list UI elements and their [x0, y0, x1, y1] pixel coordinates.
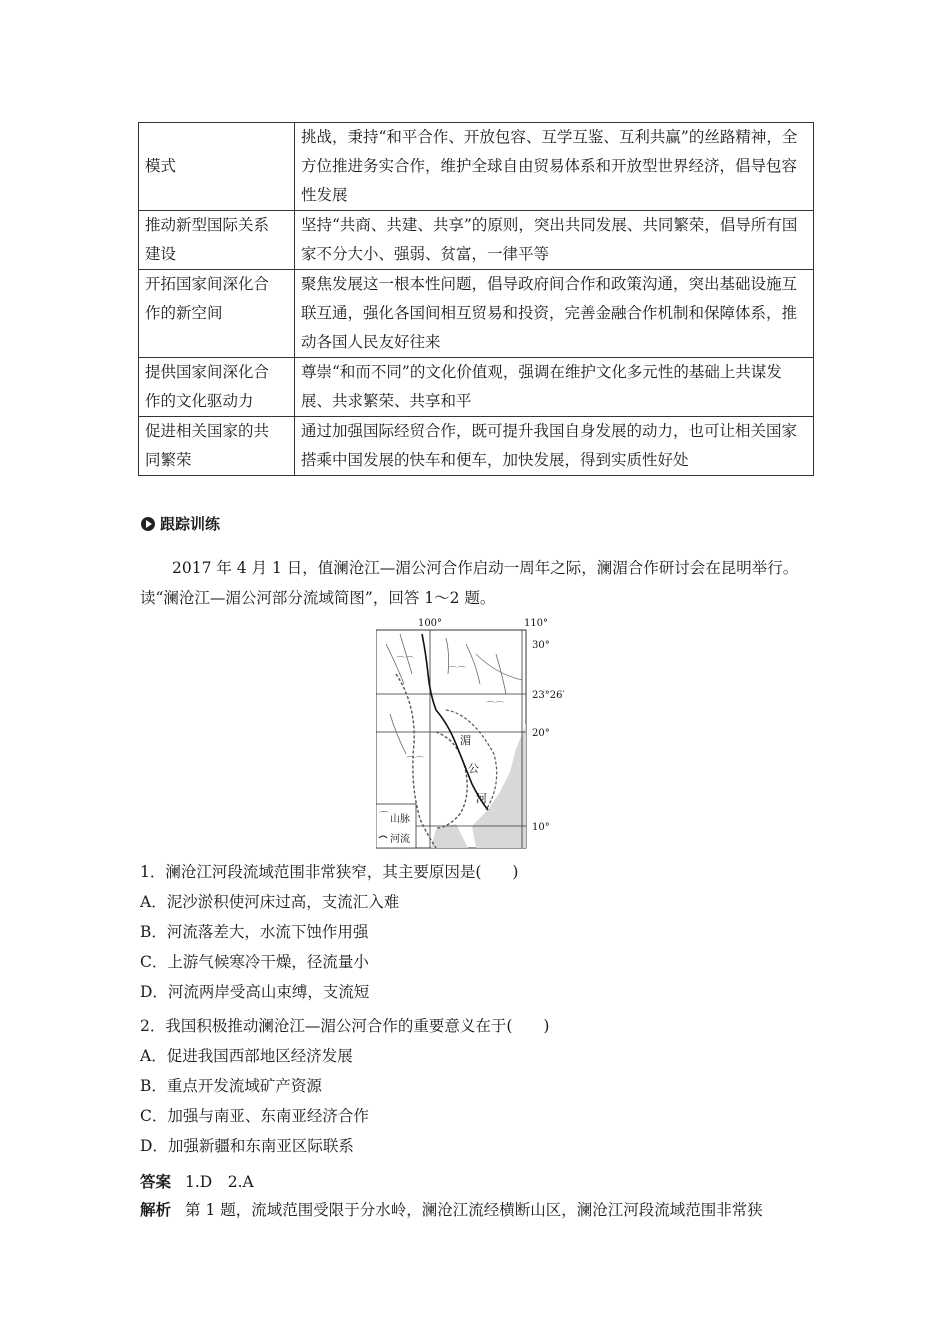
table-value: 挑战，秉持“和平合作、开放包容、互学互鉴、互利共赢”的丝路精神，全方位推进务实合作，维护全球自由贸易体系和开放型世界经济，倡导包容性发展 [295, 123, 814, 211]
lat-label: 23°26′ [532, 690, 565, 701]
river-char: 公 [468, 762, 479, 775]
svg-text:⌒⌒: ⌒⌒ [486, 702, 505, 712]
table-value: 通过加强国际经贸合作，既可提升我国自身发展的动力，也可让相关国家搭乘中国发展的快车和便车，加快发展，得到实质性好处 [295, 417, 814, 476]
table-value: 尊崇“和而不同”的文化价值观，强调在维护文化多元性的基础上共谋发展、共求繁荣、共享和平 [295, 358, 814, 417]
table-row [139, 123, 814, 211]
svg-text:⌒: ⌒ [379, 812, 389, 823]
option: B．重点开发流域矿产资源 [140, 1077, 322, 1095]
table-row [139, 358, 814, 417]
topic-table [138, 122, 814, 476]
svg-text:⌒⌒: ⌒⌒ [448, 667, 467, 677]
option: C．上游气候寒冷干燥，径流量小 [140, 953, 369, 971]
option: C．加强与南亚、东南亚经济合作 [140, 1107, 369, 1125]
answer-line: 答案 1.D 2.A [140, 1173, 254, 1191]
option: D．加强新疆和东南亚区际联系 [140, 1137, 354, 1155]
svg-text:⌒⌒: ⌒⌒ [396, 657, 415, 667]
option: A．泥沙淤积使河床过高，支流汇入难 [140, 893, 400, 911]
option: A．促进我国西部地区经济发展 [140, 1047, 353, 1065]
question-2: 2．我国积极推动澜沧江—湄公河合作的重要意义在于( ) A．促进我国西部地区经济发展 B．重点开发流域矿产资源 C．加强与南亚、东南亚经济合作 D．加强新疆和东南亚区际联系 [140, 1011, 549, 1161]
lat-label: 20° [532, 728, 550, 739]
table-value: 坚持“共商、共建、共享”的原则，突出共同发展、共同繁荣，倡导所有国家不分大小、强弱、贫富，一律平等 [295, 211, 814, 270]
intro-paragraph: 2017 年 4 月 1 日，值澜沧江—湄公河合作启动一周年之际，澜湄合作研讨会在昆明举行。 读“澜沧江—湄公河部分流域简图”，回答 1～2 题。 [140, 559, 799, 607]
table-row [139, 211, 814, 270]
lon-label: 100° [417, 618, 443, 629]
lat-label: 30° [532, 640, 550, 651]
table-value: 聚焦发展这一根本性问题，倡导政府间合作和政策沟通，突出基础设施互联互通，强化各国间相互贸易和投资，完善金融合作机制和保障体系，推动各国人民友好往来 [295, 270, 814, 358]
table-key: 促进相关国家的共 同繁荣 [139, 417, 295, 476]
table-row [139, 270, 814, 358]
table-key: 模式 [139, 123, 295, 211]
legend-river: 河流 [390, 834, 410, 845]
mekong-basin-map [376, 614, 572, 850]
table-key: 提供国家间深化合 作的文化驱动力 [139, 358, 295, 417]
play-icon [141, 517, 155, 531]
legend-mountain: 山脉 [390, 814, 410, 825]
river-char: 湄 [460, 734, 471, 747]
river-char: 河 [476, 792, 487, 805]
lon-label: 110° [523, 618, 549, 629]
table-key: 开拓国家间深化合 作的新空间 [139, 270, 295, 358]
option: D．河流两岸受高山束缚，支流短 [140, 983, 370, 1001]
option: B．河流落差大，水流下蚀作用强 [140, 923, 369, 941]
table-row [139, 417, 814, 476]
section-heading: 跟踪训练 [141, 513, 220, 534]
lat-label: 10° [532, 822, 550, 833]
question-1: 1．澜沧江河段流域范围非常狭窄，其主要原因是( ) A．泥沙淤积使河床过高，支流汇入难 B．河流落差大，水流下蚀作用强 C．上游气候寒冷干燥，径流量小 D．河流两岸受高山束缚，支流短 [140, 857, 518, 1007]
svg-text:⌒⌒: ⌒⌒ [406, 757, 425, 767]
table-key: 推动新型国际关系 建设 [139, 211, 295, 270]
analysis-line: 解析 第 1 题，流域范围受限于分水岭，澜沧江流经横断山区，澜沧江河段流域范围非常狭 [140, 1201, 763, 1219]
